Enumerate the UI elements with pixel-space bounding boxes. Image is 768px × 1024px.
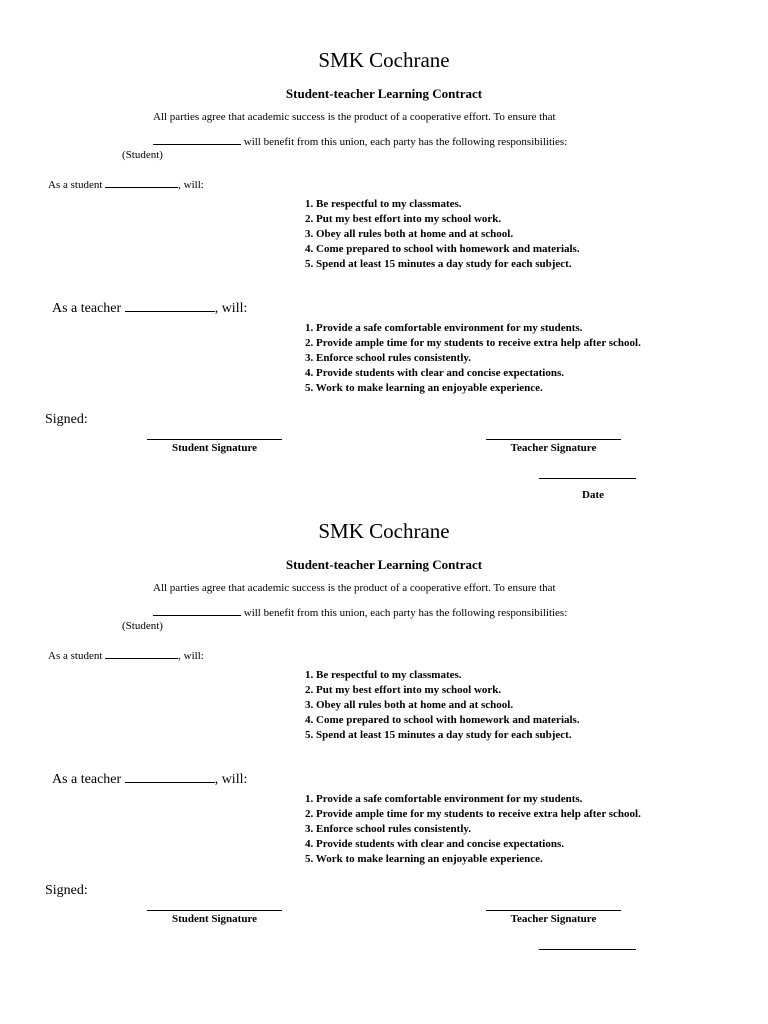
date-line[interactable] xyxy=(539,949,636,950)
date-line[interactable] xyxy=(539,478,636,479)
teacher-commitment-line xyxy=(52,768,247,788)
list-item: 5. Spend at least 15 minutes a day study for each subject. xyxy=(305,258,572,270)
teacher-blank[interactable] xyxy=(125,297,215,312)
intro-line2-suffix: will benefit from this union, each party has the following responsibilities: xyxy=(243,607,568,619)
signed-label: Signed: xyxy=(45,883,88,898)
student-caption: (Student) xyxy=(122,620,163,632)
list-item: 1. Be respectful to my classmates. xyxy=(305,198,462,210)
intro-text-line1: All parties agree that academic success is the product of a cooperative effort. To ensure that xyxy=(153,582,556,594)
teacher-signature-line[interactable] xyxy=(486,910,621,911)
list-item: 2. Provide ample time for my students to receive extra help after school. xyxy=(305,808,641,820)
teacher-suffix: , will: xyxy=(214,772,248,787)
list-item: 2. Provide ample time for my students to receive extra help after school. xyxy=(305,337,641,349)
signed-label: Signed: xyxy=(45,412,88,427)
student-blank[interactable] xyxy=(105,647,178,659)
list-item: 1. Be respectful to my classmates. xyxy=(305,669,462,681)
list-item: 2. Put my best effort into my school work. xyxy=(305,684,502,696)
student-name-blank[interactable] xyxy=(153,604,241,616)
student-commitment-line xyxy=(48,176,204,191)
list-item: 4. Come prepared to school with homework and materials. xyxy=(305,714,580,726)
teacher-signature-line[interactable] xyxy=(486,439,621,440)
teacher-commitment-line xyxy=(52,297,247,317)
list-item: 1. Provide a safe comfortable environment for my students. xyxy=(305,322,583,334)
student-signature-line[interactable] xyxy=(147,439,282,440)
student-blank[interactable] xyxy=(105,176,178,188)
student-caption: (Student) xyxy=(122,149,163,161)
list-item: 3. Obey all rules both at home and at school. xyxy=(305,228,514,240)
intro-text-line2 xyxy=(153,604,567,619)
student-signature-label: Student Signature xyxy=(171,442,258,454)
student-signature-line[interactable] xyxy=(147,910,282,911)
list-item: 5. Spend at least 15 minutes a day study for each subject. xyxy=(305,729,572,741)
list-item: 2. Put my best effort into my school work. xyxy=(305,213,502,225)
student-prefix: As a student xyxy=(48,179,103,191)
student-responsibilities-list xyxy=(305,197,580,272)
teacher-prefix: As a teacher xyxy=(52,301,122,316)
student-commitment-line xyxy=(48,647,204,662)
teacher-signature-label: Teacher Signature xyxy=(510,913,597,925)
student-signature-label: Student Signature xyxy=(171,913,258,925)
date-label: Date xyxy=(582,489,604,501)
list-item: 4. Come prepared to school with homework and materials. xyxy=(305,243,580,255)
student-prefix: As a student xyxy=(48,650,103,662)
student-suffix: , will: xyxy=(178,650,204,662)
student-suffix: , will: xyxy=(178,179,204,191)
teacher-prefix: As a teacher xyxy=(52,772,122,787)
list-item: 4. Provide students with clear and concise expectations. xyxy=(305,367,564,379)
contract-form-1 xyxy=(0,48,768,518)
intro-text-line2 xyxy=(153,133,567,148)
teacher-blank[interactable] xyxy=(125,768,215,783)
teacher-signature-label: Teacher Signature xyxy=(510,442,597,454)
intro-line2-suffix: will benefit from this union, each party has the following responsibilities: xyxy=(243,136,568,148)
list-item: 5. Work to make learning an enjoyable experience. xyxy=(305,853,543,865)
school-name: SMK Cochrane xyxy=(318,48,450,72)
school-name: SMK Cochrane xyxy=(318,519,450,543)
contract-title: Student-teacher Learning Contract xyxy=(285,86,483,101)
intro-text-line1: All parties agree that academic success is the product of a cooperative effort. To ensure that xyxy=(153,111,556,123)
list-item: 4. Provide students with clear and concise expectations. xyxy=(305,838,564,850)
list-item: 3. Enforce school rules consistently. xyxy=(305,352,472,364)
list-item: 5. Work to make learning an enjoyable experience. xyxy=(305,382,543,394)
student-name-blank[interactable] xyxy=(153,133,241,145)
list-item: 3. Enforce school rules consistently. xyxy=(305,823,472,835)
student-responsibilities-list xyxy=(305,668,580,743)
list-item: 3. Obey all rules both at home and at school. xyxy=(305,699,514,711)
teacher-responsibilities-list xyxy=(305,792,641,867)
teacher-responsibilities-list xyxy=(305,321,641,396)
list-item: 1. Provide a safe comfortable environment for my students. xyxy=(305,793,583,805)
contract-title: Student-teacher Learning Contract xyxy=(285,557,483,572)
contract-form-2 xyxy=(0,519,768,989)
teacher-suffix: , will: xyxy=(214,301,248,316)
